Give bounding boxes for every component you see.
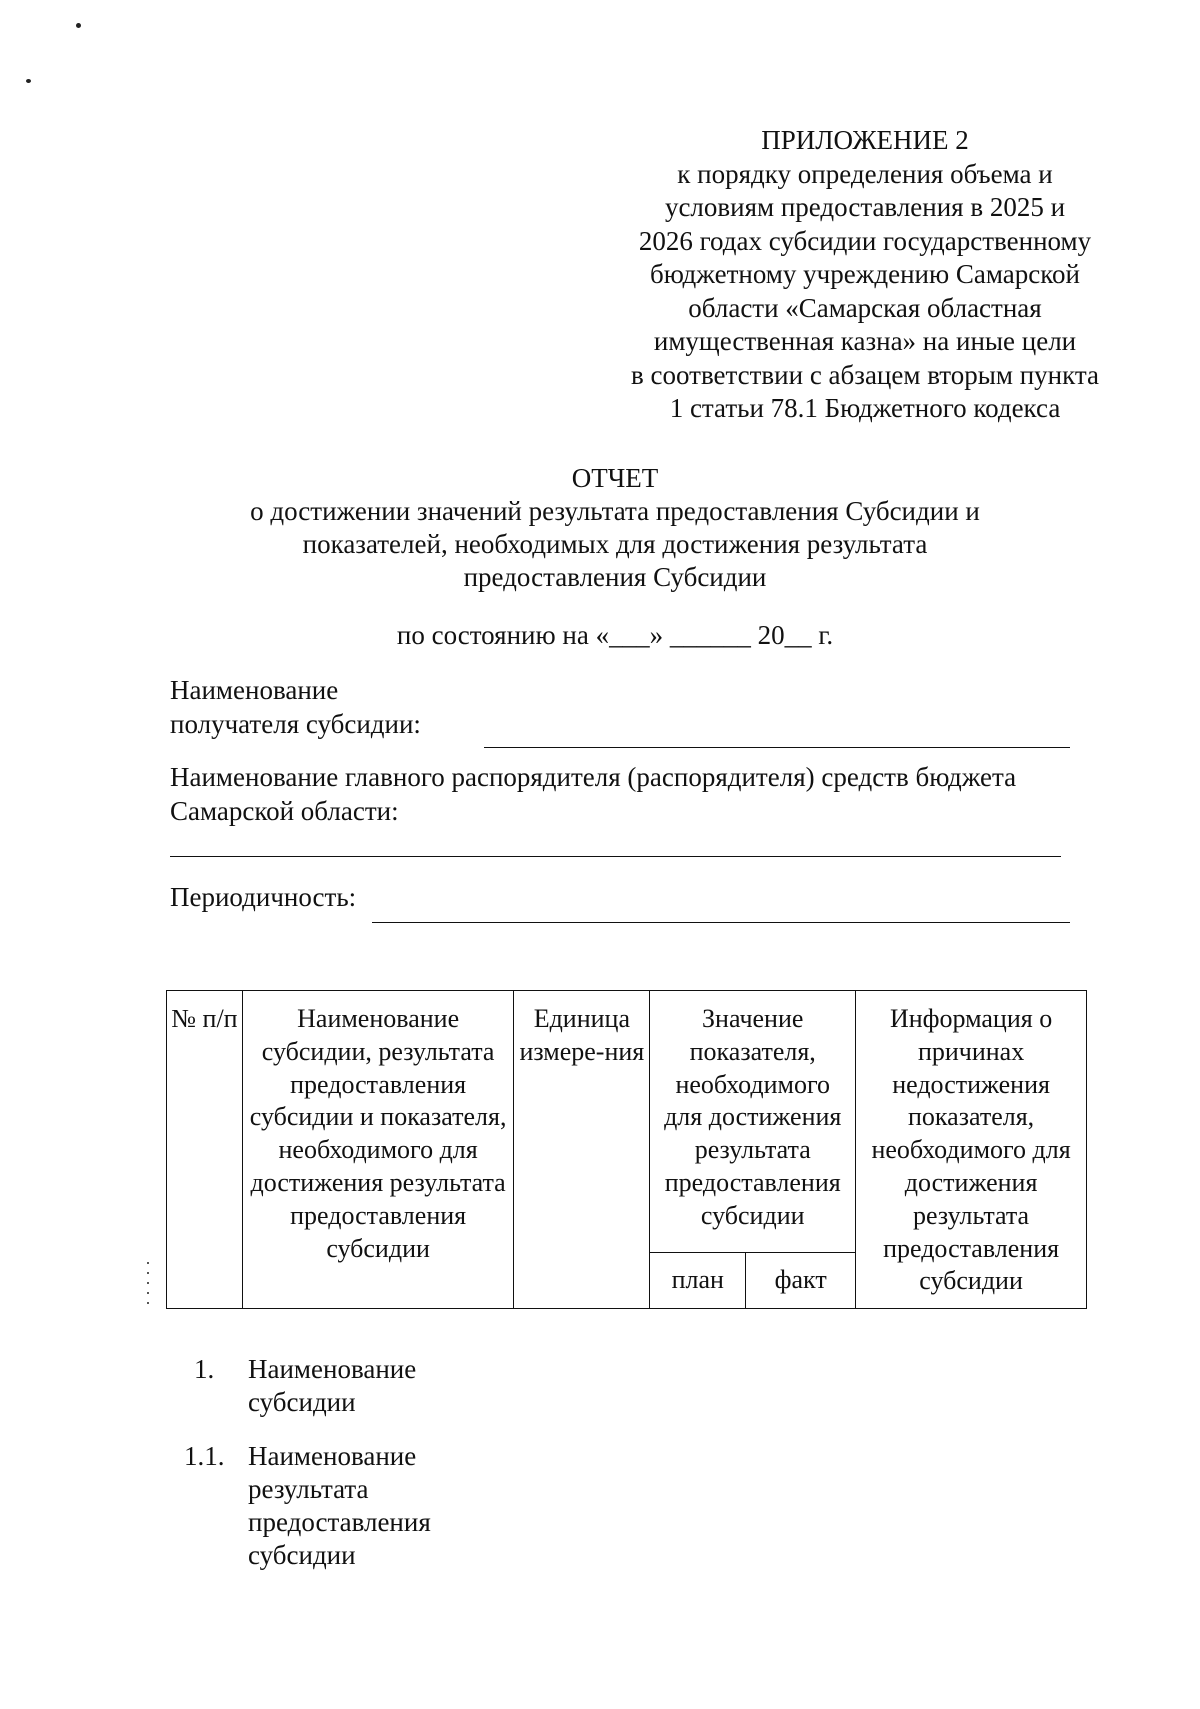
list-item-line: Наименование [248,1441,417,1471]
scan-speck [76,23,81,28]
header-value: Значение показателя, необходимого для достижения результата предоставления субсидии [650,991,856,1253]
recipient-label-line1: Наименование [170,675,339,705]
scan-speck [147,1302,149,1304]
report-subtitle-line: предоставления Субсидии [463,562,767,592]
scan-speck [147,1282,149,1284]
manager-fill-line [170,856,1061,857]
header-plan: план [650,1253,746,1309]
appendix-line: 2026 годах субсидии государственному [638,225,1092,256]
report-subtitle-line: показателей, необходимых для достижения результата [302,529,928,559]
header-unit: Единица измере-ния [514,991,650,1309]
appendix-heading: ПРИЛОЖЕНИЕ 2 [761,125,969,155]
list-item-line: Наименование [248,1354,417,1384]
manager-label-line2: Самарской области: [170,796,399,826]
appendix-line: в соответствии с абзацем вторым пункта [631,359,1099,390]
recipient-fill-line [484,747,1070,748]
list-item-text [248,1353,416,1419]
manager-label-line1: Наименование главного распорядителя (распорядителя) средств бюджета [170,762,1017,792]
periodicity-label: Периодичность: [170,882,357,912]
list-item-line: субсидии [248,1387,356,1417]
scan-speck [147,1292,149,1294]
list-item-line: результата [248,1474,369,1504]
list-item-number: 1. [194,1354,215,1384]
appendix-line: бюджетному учреждению Самарской [650,259,1080,289]
report-table [166,990,1087,1309]
header-info: Информация о причинах недостижения показателя, необходимого для достижения результата предоставления субсидии [856,991,1087,1309]
report-subtitle-line: о достижении значений результата предоставления Субсидии и [250,496,980,526]
scan-speck [147,1272,149,1274]
header-number: № п/п [167,991,243,1309]
recipient-label-line2: получателя субсидии: [170,709,421,739]
appendix-line: 1 статьи 78.1 Бюджетного кодекса [669,393,1061,423]
appendix-block [600,124,1130,426]
scan-speck [26,79,31,83]
list-item-text [248,1440,431,1572]
periodicity-fill-line [372,922,1070,923]
appendix-line: к порядку определения объема и [677,158,1053,189]
scan-speck [147,1262,149,1264]
list-item-line: предоставления [248,1507,431,1537]
header-fact: факт [746,1253,856,1309]
list-item-number: 1.1. [184,1441,225,1471]
list-item-line: субсидии [248,1540,356,1570]
appendix-line: области «Самарская областная [688,292,1042,323]
report-title: ОТЧЕТ [571,463,659,493]
header-name: Наименование субсидии, результата предоставления субсидии и показателя, необходимого для достижения результата предоставления субсидии [242,991,514,1309]
table-header-row [167,991,1087,1253]
report-title-block [200,462,1030,594]
appendix-line: имущественная казна» на иные цели [653,326,1077,356]
appendix-line: условиям предоставления в 2025 и [664,192,1066,222]
report-as-of-date: по состоянию на «___» ______ 20__ г. [396,620,834,650]
